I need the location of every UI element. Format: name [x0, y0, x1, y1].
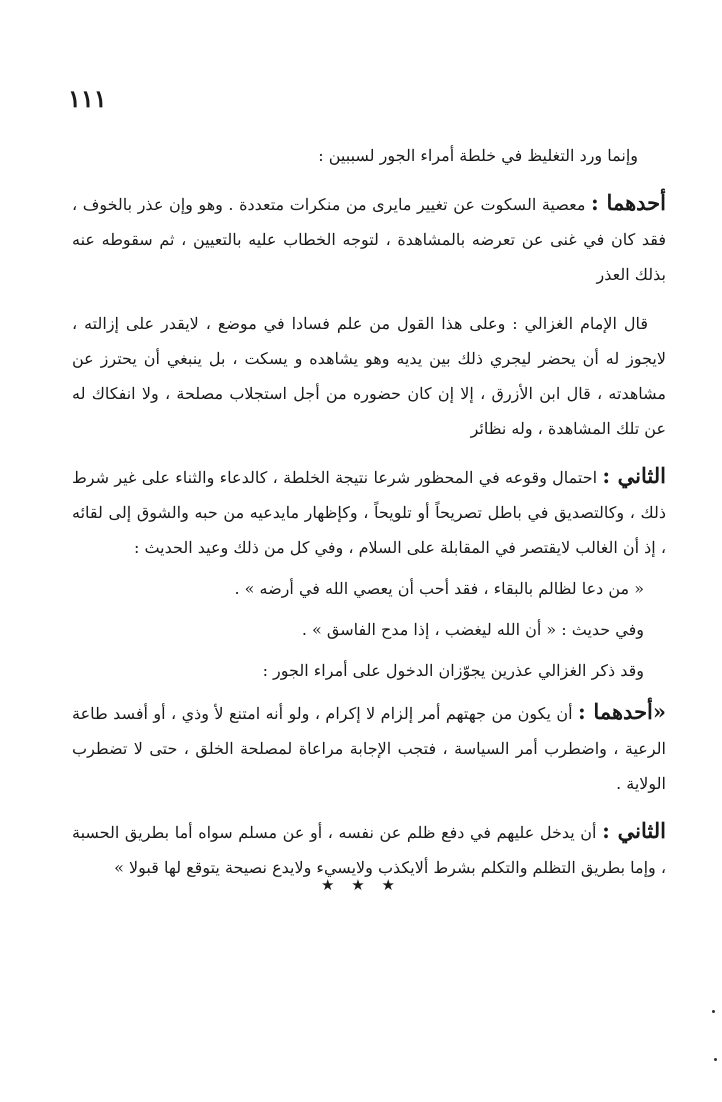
paragraph-text: احتمال وقوعه في المحظور شرعا نتيجة الخلطة ، كالدعاء والثناء على غير شرط ذلك ، وكالتصديق في باطل تصريحاً أو تلويحاً ، وكإظهار مايدعيه من حبه والشوق إلى لقائه ، إذ أن الغالب لايقتصر في المقابلة على السلام ، وفي كل من ذلك وعيد الحديث : [72, 468, 666, 557]
ghazali-excuses-intro: وقد ذكر الغزالي عذرين يجوّزان الدخول على أمراء الجور : [262, 661, 644, 680]
paragraph-lead: الثاني : [602, 463, 666, 488]
paragraph-second-excuse [72, 813, 666, 885]
paragraph-second-reason [72, 458, 666, 565]
hadith-quote-2: وفي حديث : « أن الله ليغضب ، إذا مدح الفاسق » . [301, 620, 644, 639]
scan-speck [712, 1010, 715, 1013]
scan-speck [714, 1058, 717, 1061]
section-separator-stars: ★ ★ ★ [321, 876, 401, 894]
paragraph-first-reason [72, 185, 666, 292]
paragraph-ghazali-quote: قال الإمام الغزالي : وعلى هذا القول من علم فسادا في موضع ، لايقدر على إزالته ، لايجوز له أن يحضر ليجري ذلك بين يديه وهو يشاهده و يسكت ، بل ينبغي أن يحترز عن مشاهدته ، قال ابن الأزرق ، إلا إن كان حضوره من أجل استجلاب مصلحة ، ولا انفكاك له عن تلك المشاهدة ، وله نظائر [72, 314, 667, 438]
paragraph-lead: «أحدهما : [578, 699, 667, 724]
paragraph-first-excuse [72, 694, 666, 801]
paragraph-text: أن يدخل عليهم في دفع ظلم عن نفسه ، أو عن مسلم سواه أما بطريق الحسبة ، وإما بطريق التظلم والتكلم بشرط ألايكذب ولايسيء ولايدع نصيحة يتوقع لها قبولا » [72, 823, 666, 877]
paragraph-text: أن يكون من جهتهم أمر إلزام لا إكرام ، ولو أنه امتنع لأ وذي ، أو أفسد طاعة الرعية ، واضطرب أمر السياسة ، فتجب الإجابة مراعاة لمصلحة الخلق ، حتى لا تضطرب الولاية . [72, 704, 666, 793]
hadith-quote-1: « من دعا لظالم بالبقاء ، فقد أحب أن يعصي الله في أرضه » . [234, 579, 644, 598]
paragraph-lead: الثاني : [602, 818, 666, 843]
page-body [72, 138, 666, 885]
page-number: ١١١ [68, 84, 107, 113]
paragraph-lead: أحدهما : [591, 190, 667, 215]
intro-line: وإنما ورد التغليظ في خلطة أمراء الجور لسببين : [318, 146, 638, 165]
paragraph-text: معصية السكوت عن تغيير مايرى من منكرات متعددة . وهو وإن عذر بالخوف ، فقد كان في غنى عن تعرضه بالمشاهدة ، لتوجه الخطاب عليه بالتعيين ، ثم سقوطه عنه بذلك العذر [72, 195, 667, 284]
